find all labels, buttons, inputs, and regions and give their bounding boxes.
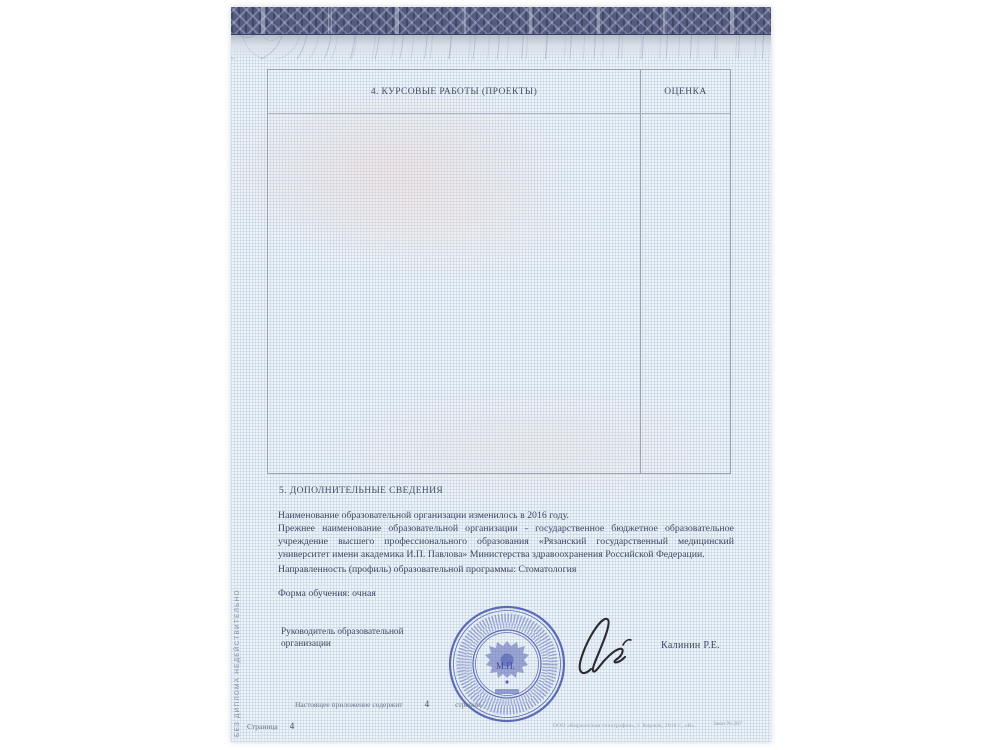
diploma-supplement-page — [231, 7, 771, 742]
table-column-divider — [640, 70, 641, 473]
section5-heading: 5. ДОПОЛНИТЕЛЬНЫЕ СВЕДЕНИЯ — [279, 486, 444, 496]
footer-page-line — [247, 721, 294, 731]
guilloche-band-light — [231, 35, 771, 59]
section5-profile-line: Направленность (профиль) образовательной программы: Стоматология — [278, 564, 577, 575]
footer-pages-count: 4 — [424, 699, 430, 709]
side-security-text: БЕЗ ДИПЛОМА НЕДЕЙСТВИТЕЛЬНО — [234, 589, 241, 737]
table-title-header: 4. КУРСОВЫЕ РАБОТЫ (ПРОЕКТЫ) — [370, 86, 538, 97]
footer-contains-label: Настоящее приложение содержит — [295, 700, 403, 709]
head-role-label: Руководитель образовательной организации — [281, 627, 404, 649]
printer-imprint: ООО «Киржачская типография», г. Киржач, 2018 г., «В». — [553, 723, 697, 729]
section5-study-form-line: Форма обучения: очная — [278, 588, 376, 599]
footer-page-label: Страница — [247, 722, 278, 731]
guilloche-band-dark — [231, 7, 771, 35]
table-grade-header: ОЦЕНКА — [664, 86, 707, 97]
footer-pages-word: страниц — [455, 700, 481, 709]
coursework-table — [267, 69, 731, 474]
head-name: Калинин Р.Е. — [661, 640, 720, 651]
footer-page-number: 4 — [289, 721, 295, 731]
seal-mp-label: М.П. — [496, 661, 516, 671]
footer-contains-line — [295, 699, 481, 709]
table-header-row — [268, 70, 730, 114]
section5-paragraph: Прежнее наименование образовательной организации - государственное бюджетное образовательное учреждение высшего профессионального образования «Рязанский государственный медицинский университет имени академика И.П. Павлова» Министерства здравоохранения Российской Федерации. — [278, 523, 734, 560]
print-order-number: Заказ № 207 — [713, 721, 742, 727]
section5-paragraph: Наименование образовательной организации изменилось в 2016 году. — [278, 510, 569, 521]
signature-mark — [553, 607, 648, 697]
